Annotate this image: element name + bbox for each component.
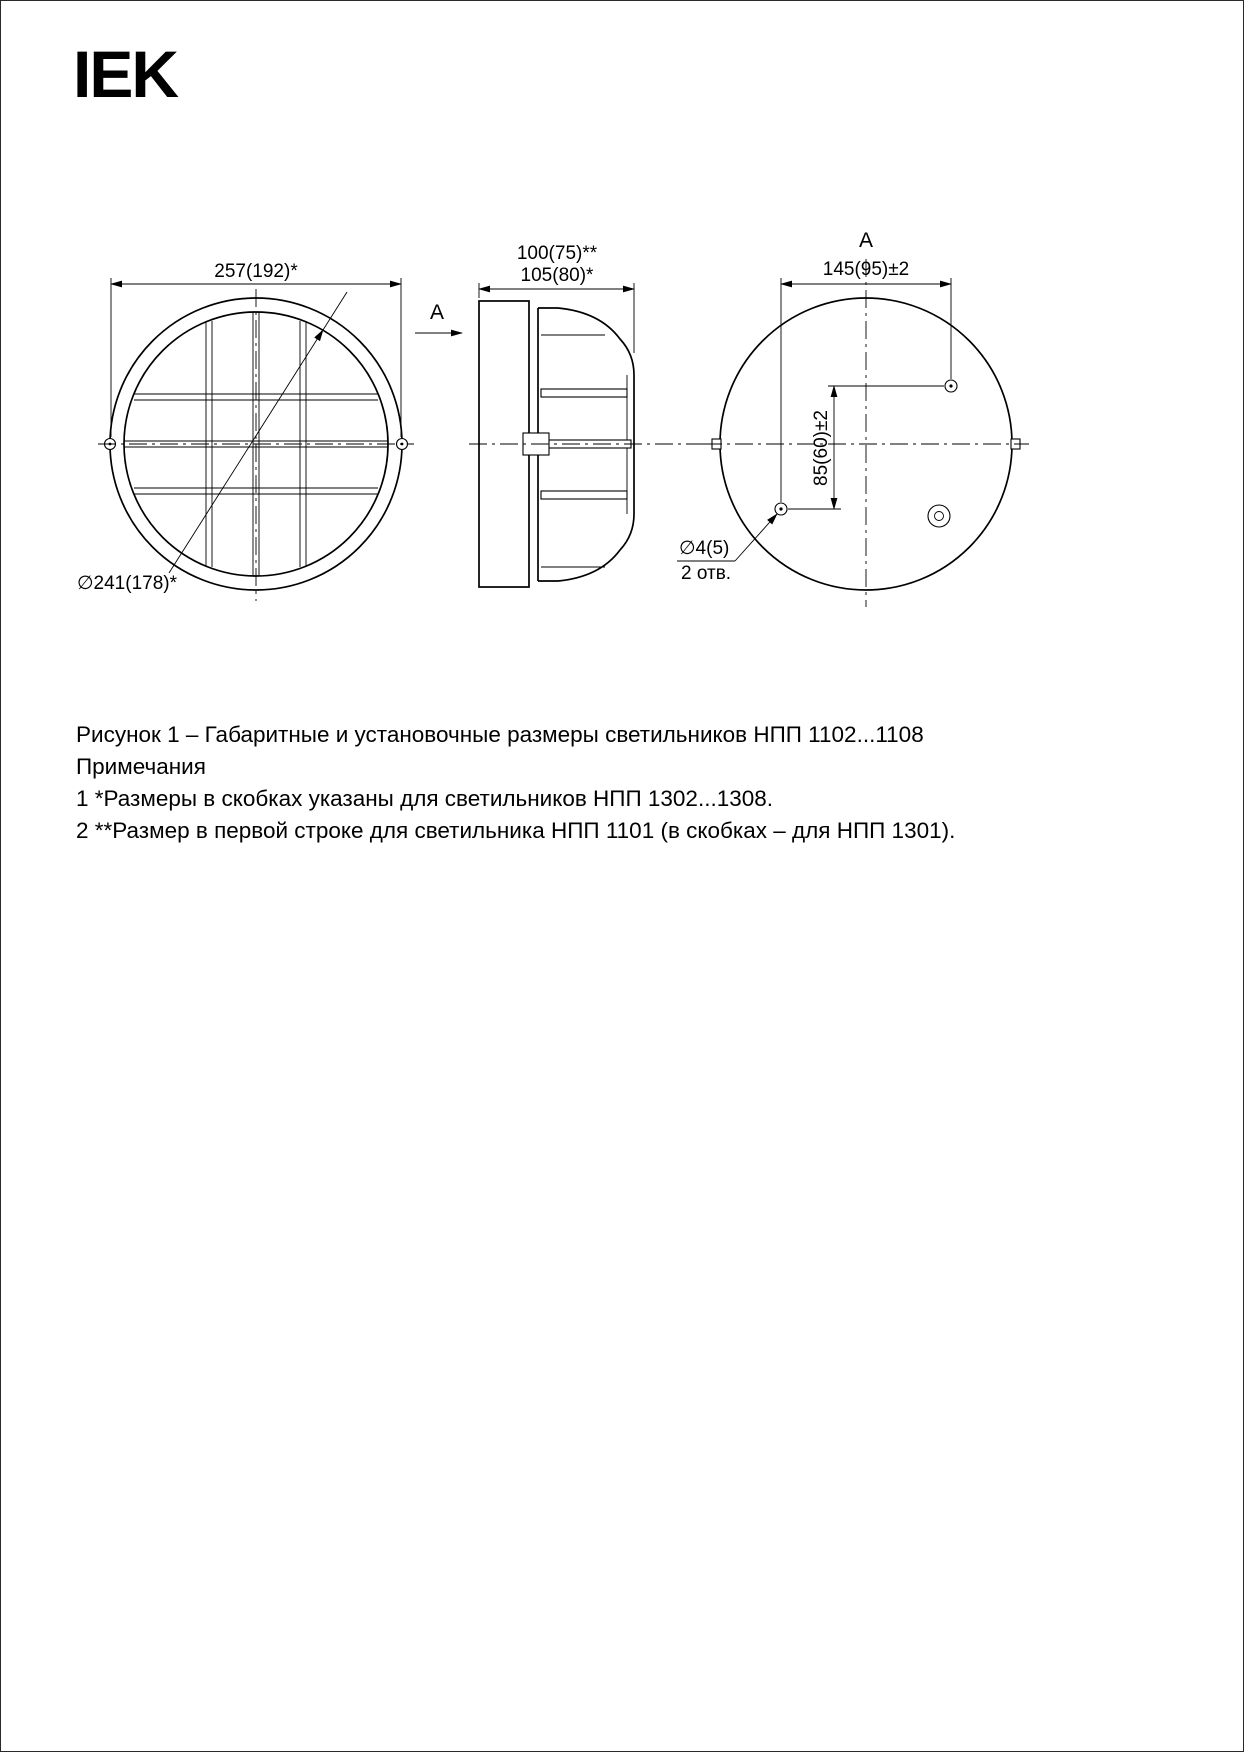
front-view (77, 261, 414, 601)
note-2: 2 **Размер в первой строке для светильника НПП 1101 (в скобках – для НПП 1301). (76, 818, 956, 843)
front-diameter-label: ∅241(178)* (77, 573, 178, 594)
back-vertical-dim-label: 85(60)±2 (811, 410, 832, 486)
side-depth-dim-line1: 100(75)** (516, 243, 598, 264)
note-1: 1 *Размеры в скобках указаны для светильников НПП 1302...1308. (76, 786, 774, 811)
technical-drawing (1, 1, 1244, 681)
figure-title: Рисунок 1 – Габаритные и установочные размеры светильников НПП 1102...1108 (76, 722, 924, 747)
view-direction-label: А (429, 301, 445, 324)
hole-count-label: 2 отв. (681, 563, 732, 584)
iek-logo: IEK (73, 37, 178, 111)
hole-diameter-label: ∅4(5) (679, 538, 730, 559)
notes-header: Примечания (76, 754, 206, 779)
back-cable-entry (928, 505, 950, 527)
back-view (677, 229, 1029, 607)
back-view-label: А (858, 229, 874, 252)
back-horizontal-dim-label: 145(95)±2 (822, 259, 910, 280)
front-width-dim-label: 257(192)* (214, 261, 298, 282)
figure-caption (76, 719, 1176, 847)
front-centerlines (98, 289, 414, 601)
front-width-dimension (111, 261, 401, 437)
side-depth-dim-line2: 105(80)* (520, 265, 594, 286)
view-direction-indicator (415, 301, 462, 333)
